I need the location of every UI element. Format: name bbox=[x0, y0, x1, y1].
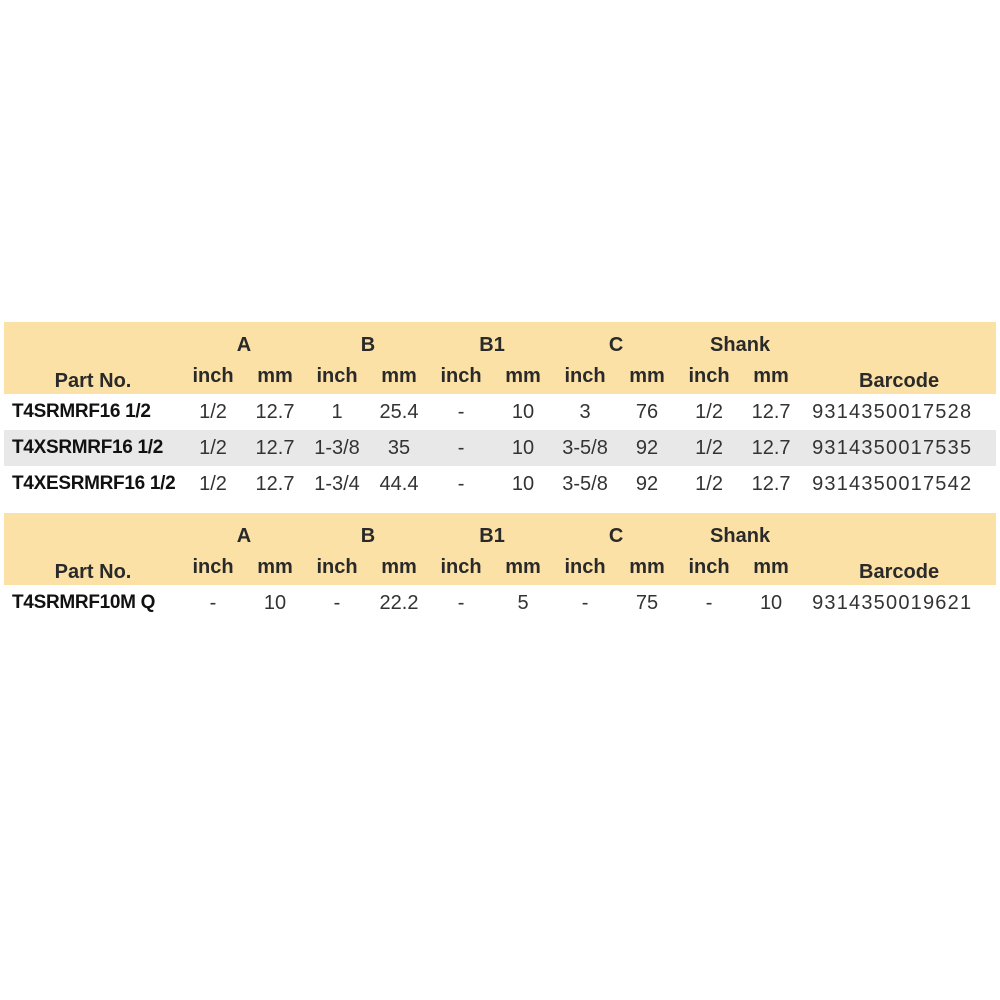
table-cell: 1-3/8 bbox=[306, 430, 368, 466]
table-cell: 3-5/8 bbox=[554, 430, 616, 466]
group-header-a: A bbox=[182, 322, 306, 358]
group-header-c: C bbox=[554, 322, 678, 358]
barcode-cell: 9314350017535 bbox=[802, 430, 996, 466]
table-row bbox=[4, 585, 996, 621]
unit-header: mm bbox=[368, 549, 430, 585]
barcode-cell: 9314350017542 bbox=[812, 472, 973, 495]
group-header-shank: Shank bbox=[678, 513, 802, 549]
part-number-cell: T4SRMRF16 1/2 bbox=[12, 401, 151, 422]
unit-header: mm bbox=[616, 358, 678, 394]
table-cell: - bbox=[457, 400, 465, 423]
barcode-header: Barcode bbox=[802, 322, 996, 394]
table-row bbox=[4, 466, 996, 502]
table-cell: 1 bbox=[331, 400, 343, 423]
part-number-cell: T4XSRMRF16 1/2 bbox=[4, 430, 182, 466]
table-cell: 92 bbox=[616, 430, 678, 466]
group-header-a: A bbox=[182, 513, 306, 549]
table-cell: 25.4 bbox=[379, 400, 419, 423]
spec-table-2 bbox=[4, 513, 996, 621]
table-cell: 12.7 bbox=[740, 430, 802, 466]
table-cell: 10 bbox=[759, 591, 783, 614]
table-cell: 10 bbox=[263, 591, 287, 614]
table-cell: 10 bbox=[511, 400, 535, 423]
table-cell: - bbox=[333, 591, 341, 614]
table-cell: 1/2 bbox=[182, 430, 244, 466]
unit-header: inch bbox=[554, 358, 616, 394]
table-cell: 10 bbox=[511, 472, 535, 495]
table-cell: - bbox=[581, 591, 589, 614]
table-row bbox=[4, 430, 996, 466]
table-cell: 1/2 bbox=[695, 400, 723, 423]
table-cell: 1/2 bbox=[695, 472, 723, 495]
unit-header: inch bbox=[182, 549, 244, 585]
table-cell: 3 bbox=[579, 400, 591, 423]
table-cell: 92 bbox=[635, 472, 659, 495]
barcode-cell: 9314350017528 bbox=[812, 400, 973, 423]
unit-header: mm bbox=[244, 549, 306, 585]
barcode-cell: 9314350019621 bbox=[812, 591, 973, 614]
table-cell: - bbox=[457, 591, 465, 614]
unit-header: inch bbox=[678, 358, 740, 394]
unit-header: mm bbox=[244, 358, 306, 394]
part-number-cell: T4SRMRF10M Q bbox=[12, 592, 156, 613]
table-cell: 75 bbox=[635, 591, 659, 614]
unit-header: inch bbox=[554, 549, 616, 585]
table-cell: 76 bbox=[635, 400, 659, 423]
table-cell: 12.7 bbox=[244, 430, 306, 466]
table-row bbox=[4, 394, 996, 430]
unit-header: mm bbox=[740, 358, 802, 394]
unit-header: inch bbox=[678, 549, 740, 585]
table-cell: - bbox=[457, 472, 465, 495]
table-cell: 12.7 bbox=[255, 472, 295, 495]
group-header-shank: Shank bbox=[678, 322, 802, 358]
header-row-groups bbox=[4, 322, 996, 358]
unit-header: inch bbox=[306, 358, 368, 394]
unit-header: mm bbox=[616, 549, 678, 585]
table-cell: 1/2 bbox=[199, 472, 227, 495]
table-cell: 3-5/8 bbox=[562, 472, 608, 495]
table-cell: 1-3/4 bbox=[314, 472, 360, 495]
group-header-b: B bbox=[306, 513, 430, 549]
unit-header: mm bbox=[740, 549, 802, 585]
unit-header: inch bbox=[430, 358, 492, 394]
spec-table-1 bbox=[4, 322, 996, 502]
unit-header: inch bbox=[430, 549, 492, 585]
table-cell: 5 bbox=[517, 591, 529, 614]
table-cell: 12.7 bbox=[751, 400, 791, 423]
table-cell: 1/2 bbox=[199, 400, 227, 423]
table-cell: 44.4 bbox=[379, 472, 419, 495]
table-cell: 35 bbox=[368, 430, 430, 466]
table-cell: 10 bbox=[492, 430, 554, 466]
table-cell: - bbox=[209, 591, 217, 614]
table-cell: 12.7 bbox=[255, 400, 295, 423]
group-header-c: C bbox=[554, 513, 678, 549]
barcode-header: Barcode bbox=[802, 513, 996, 585]
table-cell: 12.7 bbox=[751, 472, 791, 495]
group-header-b1: B1 bbox=[430, 513, 554, 549]
table-cell: 1/2 bbox=[678, 430, 740, 466]
part-number-cell: T4XESRMRF16 1/2 bbox=[12, 473, 176, 494]
unit-header: mm bbox=[492, 358, 554, 394]
table-cell: 22.2 bbox=[379, 591, 419, 614]
group-header-b: B bbox=[306, 322, 430, 358]
header-row-groups bbox=[4, 513, 996, 549]
table-cell: - bbox=[430, 430, 492, 466]
part-no-header: Part No. bbox=[4, 322, 182, 394]
unit-header: mm bbox=[492, 549, 554, 585]
unit-header: mm bbox=[368, 358, 430, 394]
group-header-b1: B1 bbox=[430, 322, 554, 358]
unit-header: inch bbox=[182, 358, 244, 394]
table-cell: - bbox=[705, 591, 713, 614]
unit-header: inch bbox=[306, 549, 368, 585]
part-no-header: Part No. bbox=[4, 513, 182, 585]
